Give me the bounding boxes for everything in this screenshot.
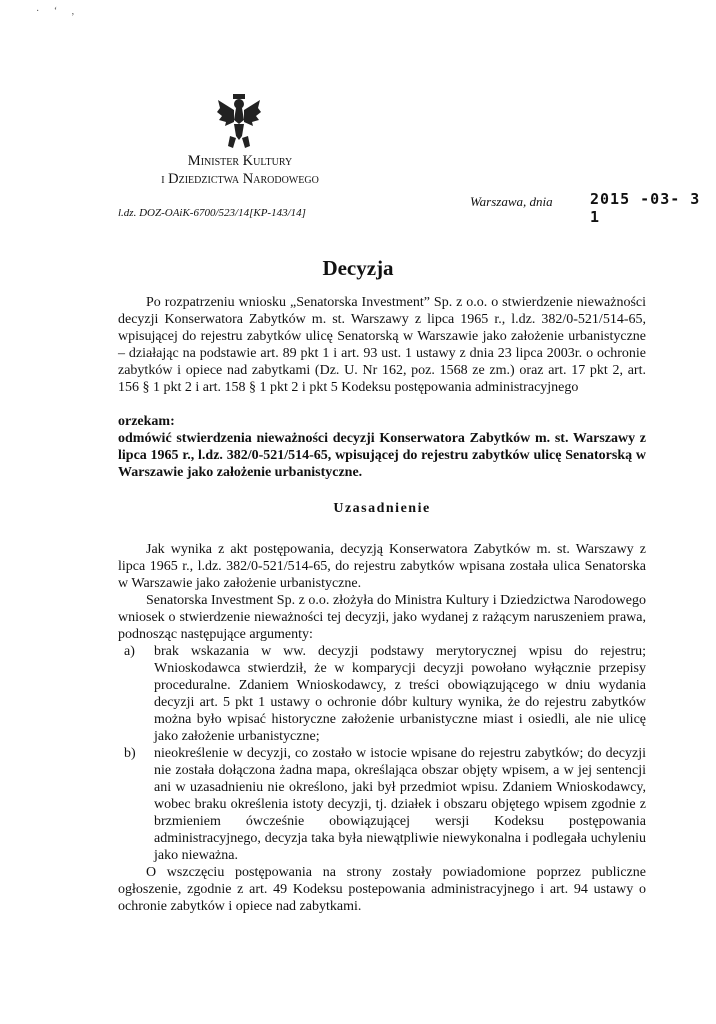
argument-label: a) <box>124 644 135 659</box>
reference-number: l.dz. DOZ-OAiK-6700/523/14[KP-143/14] <box>118 207 306 219</box>
argument-text: nieokreślenie w decyzji, co zostało w istocie wpisane do rejestru zabytków; do decyzji nie została dołączona żadna mapa, określająca obszar objęty wpisem, a w jej sentencji ani w uzasadnieniu nie określono, jaki był przedmiot wpisu. Zdaniem Wnioskodawcy, wobec braku określenia istoty decyzji, tj. działek i obszaru objętego wpisem zgodnie z brzmieniem ówcześnie obowiązującej wersji Kodeksu postępowania administracyjnego, decyzja taka była niewątpliwie niewykonalna i podlegała uchyleniu jako nieważna. <box>154 746 646 863</box>
place-date-label: Warszawa, dnia <box>470 194 553 209</box>
argument-label: b) <box>124 746 136 761</box>
list-item <box>118 643 646 745</box>
scan-marks: · ‘ , <box>36 6 81 17</box>
ministry-line-2: i Dziedzictwa Narodowego <box>161 171 319 187</box>
arguments-list <box>118 643 646 864</box>
date-stamp: 2015 -03- 3 1 <box>590 190 701 226</box>
decision-text: odmówić stwierdzenia nieważności decyzji Konserwatora Zabytków m. st. Warszawy z lipca 1965 r., l.dz. 382/0-521/514-65, wpisującej do rejestru zabytków ulicę Senatorską w Warszawie jako założenie urbanistyczne. <box>118 431 646 480</box>
orzekam-label: orzekam: <box>118 414 175 429</box>
justification-paragraph-1: Jak wynika z akt postępowania, decyzją Konserwatora Zabytków m. st. Warszawy z lipca 1965 r., l.dz. 382/0-521/514-65, do rejestru zabytków wpisana została ulica Senatorska w Warszawie jako założenie urbanistyczne. <box>118 542 646 591</box>
ministry-name <box>120 152 360 188</box>
document-body <box>118 294 646 915</box>
document-title: Decyzja <box>322 256 394 280</box>
justification-paragraph-2: Senatorska Investment Sp. z o.o. złożyła do Ministra Kultury i Dziedzictwa Narodowego wniosek o stwierdzenie nieważności tej decyzji, jako wydanej z rażącym naruszeniem prawa, podnosząc następujące argumenty: <box>118 593 646 642</box>
argument-text: brak wskazania w ww. decyzji podstawy merytorycznej wpisu do rejestru; Wnioskodawca stwierdził, że w komparycji decyzji powołano wyłącznie przepisy proceduralne. Zdaniem Wnioskodawcy, z treści obowiązującego w dniu wydania decyzji art. 5 pkt 1 ustawy o ochronie dóbr kultury wynika, że do rejestru zabytków można było wpisać historyczne założenie urbanistyczne miast i osiedli, ale nie ulicę jako założenie urbanistyczne; <box>154 644 646 744</box>
polish-eagle-emblem-icon <box>216 92 262 150</box>
justification-paragraph-3: O wszczęciu postępowania na strony zostały powiadomione poprzez publiczne ogłoszenie, zgodnie z art. 49 Kodeksu postepowania administracyjnego i art. 94 ustawy o ochronie zabytków i opiece nad zabytkami. <box>118 865 646 914</box>
justification-heading: Uzasadnienie <box>333 501 431 516</box>
intro-paragraph: Po rozpatrzeniu wniosku „Senatorska Investment” Sp. z o.o. o stwierdzenie nieważności decyzji Konserwatora Zabytków m. st. Warszawy z lipca 1965 r., l.dz. 382/0-521/514-65, wpisującej do rejestru zabytków ulicę Senatorską w Warszawie jako założenie urbanistyczne – działając na podstawie art. 89 pkt 1 i art. 93 ust. 1 ustawy z dnia 23 lipca 2003r. o ochronie zabytków i opiece nad zabytkami (Dz. U. Nr 162, poz. 1568 ze zm.) oraz art. 17 pkt 2, art. 156 § 1 pkt 2 i art. 158 § 1 pkt 2 i pkt 5 Kodeksu postępowania administracyjnego <box>118 295 646 395</box>
list-item <box>118 745 646 864</box>
ministry-line-1: Minister Kultury <box>187 153 293 169</box>
